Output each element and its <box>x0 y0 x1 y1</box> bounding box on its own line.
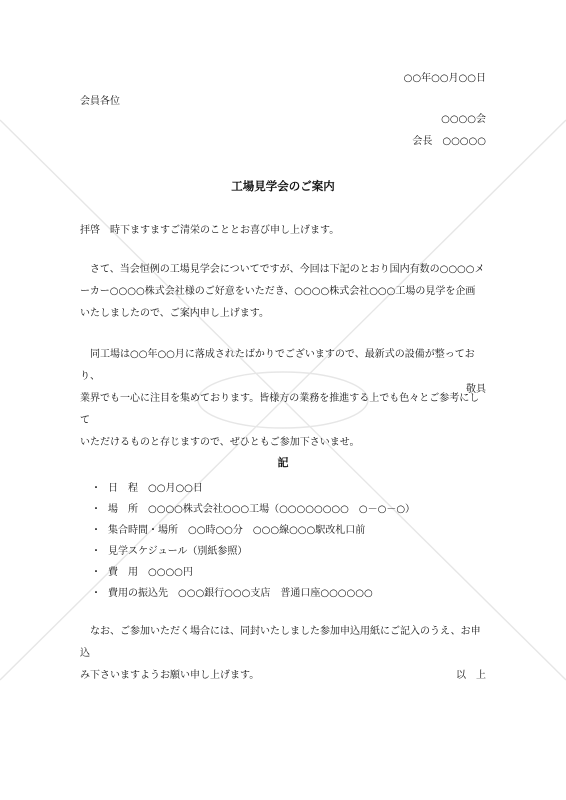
closing-keigu: 敬具 <box>466 384 486 395</box>
bullet-glyph: ・ <box>91 588 101 599</box>
document-date: ○○年○○月○○日 <box>403 73 486 84</box>
bullet-glyph: ・ <box>91 525 101 536</box>
paragraph-1 <box>80 259 486 325</box>
sender-name: 会長 ○○○○○ <box>412 136 486 147</box>
paragraph-2 <box>80 344 486 454</box>
document-title: 工場見学会のご案内 <box>231 179 335 193</box>
sender-organization: ○○○○会 <box>441 114 486 125</box>
item-text: 集合時間・場所 ○○時○○分 ○○○線○○○駅改札口前 <box>108 525 366 536</box>
greeting: 拝啓 時下ますますご清栄のこととお喜び申し上げます。 <box>80 225 340 236</box>
closing-note <box>80 621 486 687</box>
recipient: 会員各位 <box>80 96 120 107</box>
paragraph-1-line: いたしましたので、ご案内申し上げます。 <box>80 308 269 319</box>
note-line: なお、ご参加いただく場合には、同封いたしました参加申込用紙にご記入のうえ、お申込 <box>80 626 481 659</box>
bullet-glyph: ・ <box>91 546 101 557</box>
list-item <box>80 562 500 583</box>
paragraph-1-line: さて、当会恒例の工場見学会についてですが、今回は下記のとおり国内有数の○○○○メ <box>80 264 485 275</box>
end-mark: 以 上 <box>456 670 486 681</box>
item-text: 日 程 ○○月○○日 <box>108 483 203 494</box>
bullet-glyph: ・ <box>91 567 101 578</box>
list-item <box>80 541 500 562</box>
list-item <box>80 520 500 541</box>
item-text: 費 用 ○○○○円 <box>108 567 193 578</box>
list-item <box>80 478 500 499</box>
paragraph-2-line: いただけるものと存じますので、ぜひともご参加下さいませ。 <box>80 437 360 448</box>
item-text: 費用の振込先 ○○○銀行○○○支店 普通口座○○○○○○ <box>108 588 373 599</box>
paragraph-2-line: 業界でも一心に注目を集めております。皆様方の業務を推進する上でも色々とご参考にして <box>80 393 480 426</box>
paragraph-1-line: ーカー○○○○株式会社様のご好意をいただき、○○○○株式会社○○○工場の見学を企画 <box>80 286 476 297</box>
ki-heading: 記 <box>277 456 289 469</box>
note-line: み下さいますようお願い申し上げます。 <box>80 670 260 681</box>
item-text: 場 所 ○○○○株式会社○○○工場（○○○○○○○○ ○－○－○） <box>108 504 416 515</box>
bullet-glyph: ・ <box>91 504 101 515</box>
paragraph-2-line: 同工場は○○年○○月に落成されたばかりでございますので、最新式の設備が整っており、 <box>80 349 475 382</box>
item-text: 見学スケジュール（別紙参照） <box>108 546 248 557</box>
details-list <box>80 478 500 604</box>
list-item <box>80 583 500 604</box>
list-item <box>80 499 500 520</box>
bullet-glyph: ・ <box>91 483 101 494</box>
